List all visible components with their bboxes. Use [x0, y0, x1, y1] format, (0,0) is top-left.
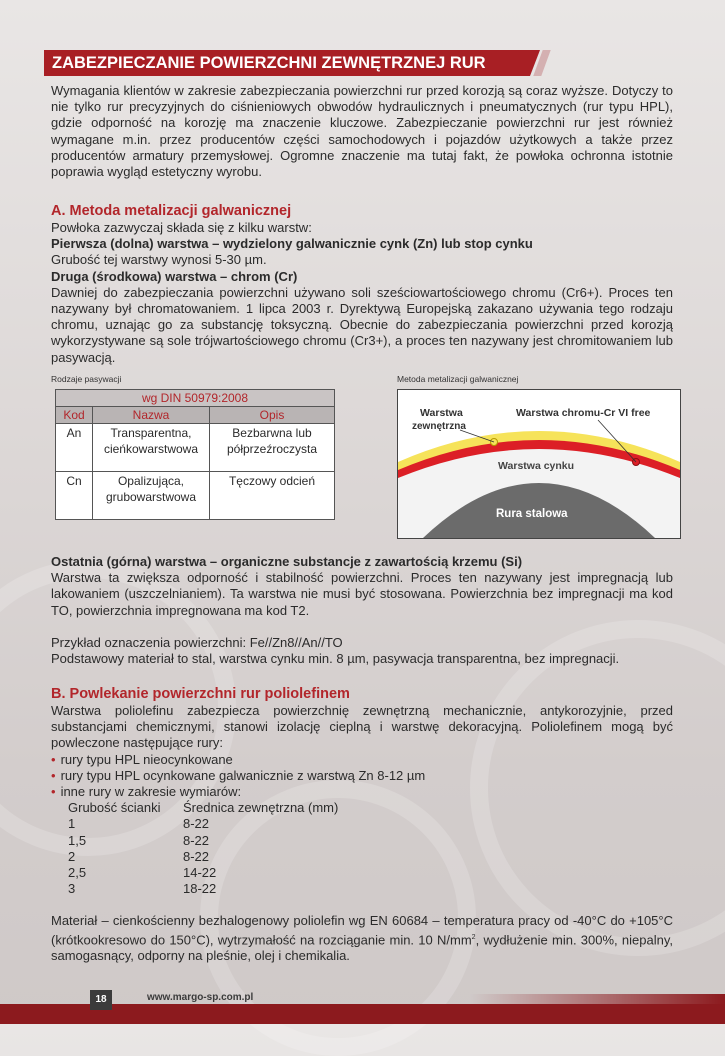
pipe-type-list [51, 752, 673, 801]
wall-header-thickness: Grubość ścianki [68, 800, 161, 816]
wall-thickness-cell: 2,5 [68, 865, 87, 881]
passivation-table [55, 389, 335, 520]
coating-diagram-svg [398, 390, 680, 538]
footer-url: www.margo-sp.com.pl [147, 992, 254, 1003]
list-item-text: inne rury w zakresie wymiarów: [60, 784, 242, 800]
cell-opis: Tęczowy odcień [210, 472, 335, 520]
intro-block [51, 83, 673, 180]
diameter-cell: 8-22 [183, 848, 210, 864]
list-item [51, 784, 673, 800]
material-text-2: , wydłużenie min. 300%, niepalny, samogasnący, odporny na pleśnie, olej i chemikalia. [51, 931, 673, 964]
diameter-cell: 8-22 [183, 816, 210, 832]
table-caption: Rodzaje pasywacji [51, 374, 122, 384]
material-text-1: Materiał – cienkościenny bezhalogenowy poliolefin wg EN 60684 – temperatura pracy od -40°C do +105°C (krótkookresowo do 150°C), wytrzymałość na rozciąganie min. 10 N/mm [51, 913, 673, 947]
table-row [56, 472, 335, 520]
layer1-text: Grubość tej warstwy wynosi 5-30 µm. [51, 252, 267, 268]
table-row [68, 816, 673, 832]
table-row [68, 849, 673, 865]
cell-nazwa: Transparentna, cieńkowarstwowa [93, 424, 210, 472]
wall-thickness-table [68, 800, 673, 897]
section-b-heading: B. Powlekanie powierzchni rur poliolefinem [51, 686, 350, 702]
section-b [51, 685, 673, 964]
table-row [56, 424, 335, 472]
table-row [68, 881, 673, 897]
cell-kod: Cn [56, 472, 93, 520]
footer-accent [470, 994, 725, 1004]
layer2-text: Dawniej do zabezpieczania powierzchni używano soli sześciowartościowego chromu (Cr6+). Proces ten nazywany był chromatowaniem. 1 lipca 2003 r. Dyrektywą Europejską zakazano używania tego rodzaju chromu, uznając go za substancję toksyczną. Obecnie do zabezpieczania powierzchni przed korozją wykorzystywane są sole trójwartościowego chromu (Cr3+), a proces ten nazywany jest chromitowaniem lub pasywacją. [51, 284, 673, 365]
section-a-intro: Powłoka zazwyczaj składa się z kilku warstw: [51, 220, 312, 235]
wall-thickness-cell: 2 [68, 848, 76, 864]
wall-thickness-cell: 1,5 [68, 832, 87, 848]
coating-diagram [397, 389, 681, 539]
column-header-kod: Kod [56, 407, 93, 424]
bullet-icon: • [51, 767, 56, 783]
bullet-icon: • [51, 751, 56, 767]
label-chrome: Warstwa chromu-Cr VI free [516, 407, 651, 419]
cell-kod: An [56, 424, 93, 472]
list-item-text: rury typu HPL ocynkowane galwanicznie z warstwą Zn 8-12 µm [60, 767, 426, 783]
intro-paragraph: Wymagania klientów w zakresie zabezpieczania powierzchni rur przed korozją są coraz wyższe. Dotyczy to nie tylko rur precyzyjnych do ciśnieniowych obwodów hydraulicznych i pneumatycznych (rur typu HPL), gdzie odporność na korozję ma znaczenie kluczowe. Zabezpieczanie powierzchni rur jest również wymagane m.in. przez producentów części samochodowych i pojazdów użytkowych a także przez producentów armatury przemysłowej. Ogromne znaczenie ma tutaj fakt, że powłoka ochronna istotnie poprawia wygląd estetyczny wyrobu. [51, 83, 673, 180]
material-superscript: 2 [471, 933, 476, 941]
label-zinc: Warstwa cynku [498, 460, 575, 472]
layer3-text: Warstwa ta zwiększa odporność i stabilność powierzchni. Proces ten nazywany jest impregnacją lub lakowaniem (uszczelnianiem). Ta warstwa nie musi być stosowana. Powierzchnia bez impregnacji ma kod TO, powierzchnia impregnowana ma kod T2. [51, 570, 673, 618]
section-a-bottom [51, 554, 673, 667]
page-title: ZABEZPIECZANIE POWIERZCHNI ZEWNĘTRZNEJ RUR [44, 50, 530, 76]
wall-table-header [68, 800, 673, 816]
list-item [51, 752, 673, 768]
table-row [68, 833, 673, 849]
diagram-caption: Metoda metalizacji galwanicznej [397, 374, 519, 384]
table-main-header: wg DIN 50979:2008 [56, 390, 335, 407]
cell-opis: Bezbarwna lub półprzeźroczysta [210, 424, 335, 472]
column-header-opis: Opis [210, 407, 335, 424]
section-b-text: Warstwa poliolefinu zabezpiecza powierzchnię zewnętrzną mechanicznie, antykorozyjnie, przed substancjami chemicznymi, stanowi izolację cieplną i warstwę dekoracyjną. Poliolefinem mogą być powleczone następujące rury: [51, 703, 673, 751]
layer3-title: Ostatnia (górna) warstwa – organiczne substancje z zawartością krzemu (Si) [51, 554, 523, 569]
wall-thickness-cell: 3 [68, 881, 76, 897]
bullet-icon: • [51, 784, 56, 800]
layer2-title: Druga (środkowa) warstwa – chrom (Cr) [51, 268, 298, 284]
layer1-title: Pierwsza (dolna) warstwa – wydzielony galwanicznie cynk (Zn) lub stop cynku [51, 236, 533, 252]
example-designation: Przykład oznaczenia powierzchni: Fe//Zn8//An//TO [51, 634, 343, 650]
material-paragraph [51, 913, 673, 964]
diameter-cell: 14-22 [183, 865, 217, 881]
list-item [51, 768, 673, 784]
diameter-cell: 18-22 [183, 881, 217, 897]
section-a-heading: A. Metoda metalizacji galwanicznej [51, 203, 292, 219]
example-description: Podstawowy materiał to stal, warstwa cynku min. 8 µm, pasywacja transparentna, bez impregnacji. [51, 651, 620, 667]
label-outer-2: zewnętrzna [412, 421, 466, 432]
cell-nazwa: Opalizująca, grubowarstwowa [93, 472, 210, 520]
label-outer-1: Warstwa [420, 407, 463, 419]
section-a-top [51, 202, 673, 366]
wall-thickness-cell: 1 [68, 816, 76, 832]
page-number: 18 [90, 990, 112, 1010]
wall-header-diameter: Średnica zewnętrzna (mm) [183, 800, 339, 816]
diameter-cell: 8-22 [183, 832, 210, 848]
column-header-nazwa: Nazwa [93, 407, 210, 424]
table-row [68, 865, 673, 881]
label-pipe: Rura stalowa [496, 508, 568, 520]
list-item-text: rury typu HPL nieocynkowane [60, 751, 233, 767]
